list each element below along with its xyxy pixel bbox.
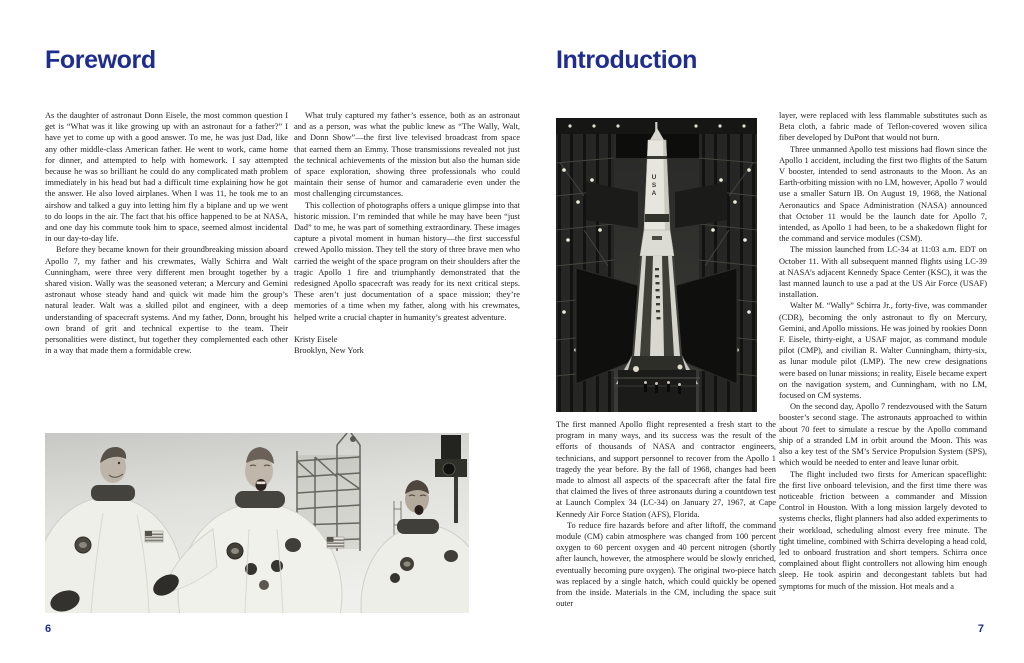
introduction-column-1 [556, 419, 776, 609]
foreword-column-2-paragraphs [294, 110, 520, 323]
signature-block [294, 334, 520, 356]
apollo-crew-photo [45, 433, 469, 613]
paragraph: On the second day, Apollo 7 rendezvoused with the Saturn booster’s second stage. The astronauts approached to within about 70 feet to simulate a rescue by the Apollo command ship of a stranded LM in orbit around the Moon. This was also a key test of the SM’s Service Propulsion System (SPS), which would be needed to enter and leave lunar orbit. [779, 402, 987, 468]
paragraph: Before they became known for their groundbreaking mission aboard Apollo 7, my father and his crewmates, Wally Schirra and Walt Cunningham, were three very different men brought together by a shared vision. Wally was the seasoned veteran; a Mercury and Gemini astronaut whose steady hand and quick wit made him the group’s natural leader. Walt was a skilled pilot and engineer, with a deep understanding of spacecraft systems. And my father, Donn, brought his own brand of grit and technical expertise to the team. Their personalities were distinct, but together they complemented each other in a way that made them a formidable crew. [45, 245, 288, 356]
foreword-column-1 [45, 110, 288, 356]
foreword-heading: Foreword [45, 46, 156, 74]
rocket-usa-label: USA [650, 174, 658, 198]
paragraph: To reduce fire hazards before and after liftoff, the command module (CM) cabin atmosphere was changed from 100 percent oxygen to 60 percent oxygen and 40 percent nitrogen (shortly after launch, however, the atmosphere would be slowly enriched, eventually becoming pure oxygen). The original two-piece hatch was replaced by a single hatch, which could quickly be opened from the inside. Materials in the CM, including the space suit outer [556, 520, 776, 609]
paragraph: The flight included two firsts for American spaceflight: the first live onboard television, and the first time there was noticeable friction between a commander and Mission Control in Houston. With a long mission largely devoted to systems checks, flight planners had also added experiments to their workload, scheduling almost every free minute. The tight timeline, combined with Schirra developing a head cold, led to onboard frustration and short tempers. Schirra once complained about flight controllers not allowing him enough sleep. He took aspirin and decongestant tablets but had symptoms for much of the mission. Hot meals and a [779, 469, 987, 591]
paragraph: What truly captured my father’s essence, both as an astronaut and as a person, was what the public knew as “The Wally, Walt, and Donn Show”—the first live televised broadcast from space that earned them an Emmy. Those transmissions revealed not just the technical achievements of the mission but also the human side of space exploration, showing three professionals who could maintain their sense of humor and camaraderie even under the most challenging circumstances. [294, 111, 520, 199]
paragraph: layer, were replaced with less flammable substitutes such as Beta cloth, a fabric made of Teflon-covered woven silica fiber developed by DuPont that would not burn. [779, 111, 987, 143]
foreword-column-2 [294, 110, 520, 356]
introduction-column-1-paragraphs [556, 419, 776, 609]
paragraph: The mission launched from LC-34 at 11:03 a.m. EDT on October 11. With all subsequent manned flights using LC-39 at NASA’s adjacent Kennedy Space Center (KSC), it was the last manned launch to use a pad at the US Air Force (USAF) installation. [779, 245, 987, 300]
launch-base [614, 365, 700, 413]
introduction-heading: Introduction [556, 46, 698, 74]
signature-line: Brooklyn, New York [294, 346, 364, 356]
page-number-right: 7 [977, 623, 984, 635]
saturn-rocket-photo-art [556, 118, 757, 412]
foreword-column-1-paragraphs [45, 110, 288, 356]
introduction-column-2 [779, 110, 987, 592]
paragraph: As the daughter of astronaut Donn Eisele, the most common question I get is “What was it like growing up with an astronaut for a father?” I have yet to come up with a good answer. To me, he was just Dad, like any other middle-class American father. He went to work, came home for dinner, and attempted to help with homework. I say attempted because he was so brilliant he could do any complicated math problem immediately in his head but had a difficult time explaining how he got the answer. He also loved airplanes. When I was 11, he took me to an airshow and talked a guy into letting him fly a biplane and up we went to do loops in the air. The fact that his office happened to be at NASA, and one day his commute took him to space, seemed almost incidental in our day-to-day life. [45, 111, 288, 244]
paragraph: The first manned Apollo flight represented a fresh start to the program in many ways, and its success was the result of the efforts of thousands of NASA and contractor engineers, technicians, and support personnel to recover from the Apollo 1 tragedy the year before. By the fall of 1968, changes had been made to almost all aspects of the spacecraft after the fatal fire that claimed the lives of three astronauts during a countdown test at Launch Complex 34 (LC-34) on January 27, 1967, at Cape Kennedy Air Force Station (AFS), Florida. [556, 420, 776, 519]
paragraph: This collection of photographs offers a unique glimpse into that historic mission. I’m reminded that while he may have been “just Dad” to me, he was part of something extraordinary. These images capture a pivotal moment in human history—the first successful crewed Apollo mission. They tell the story of three brave men who carried the weight of the space program on their shoulders after the tragic Apollo 1 fire and triumphantly demonstrated that the redesigned Apollo spacecraft was ready for its next critical steps. These aren’t just documentation of a space mission; they’re memories of a time when my father, along with his crewmates, helped write a crucial chapter in humanity’s greatest adventure. [294, 200, 520, 322]
signature-line: Kristy Eisele [294, 334, 338, 344]
page-number-left: 6 [45, 623, 52, 635]
introduction-column-2-paragraphs [779, 110, 987, 592]
paragraph: Three unmanned Apollo test missions had flown since the Apollo 1 accident, including the first two flights of the Saturn V booster, intended to send astronauts to the Moon. As an Earth-orbiting mission with no LM, however, Apollo 7 would use a smaller Saturn IB. On August 19, 1968, the National Aeronautics and Space Administration (NASA) announced that October 11 would be the launch date for Apollo 7, intended, as Apollo 1 had been, to be a shakedown flight for the command and service modules (CSM). [779, 144, 987, 244]
apollo-crew-photo-art [45, 433, 469, 613]
saturn-rocket-photo [556, 118, 757, 412]
flag-patch-middle [327, 537, 344, 548]
paragraph: Walter M. “Wally” Schirra Jr., forty-five, was commander (CDR), becoming the only astronaut to fly on Mercury, Gemini, and Apollo missions. He was joined by rookies Donn F. Eisele, thirty-eight, a USAF major, as command module pilot (CMP), and civilian R. Walter Cunningham, thirty-six, as lunar module pilot (LMP). The new crew designations were based on lunar missions; in reality, Eisele became expert on the navigation system, and Cunningham, with no LM, focused on CM systems. [779, 301, 987, 401]
flag-patch-left [145, 531, 163, 542]
